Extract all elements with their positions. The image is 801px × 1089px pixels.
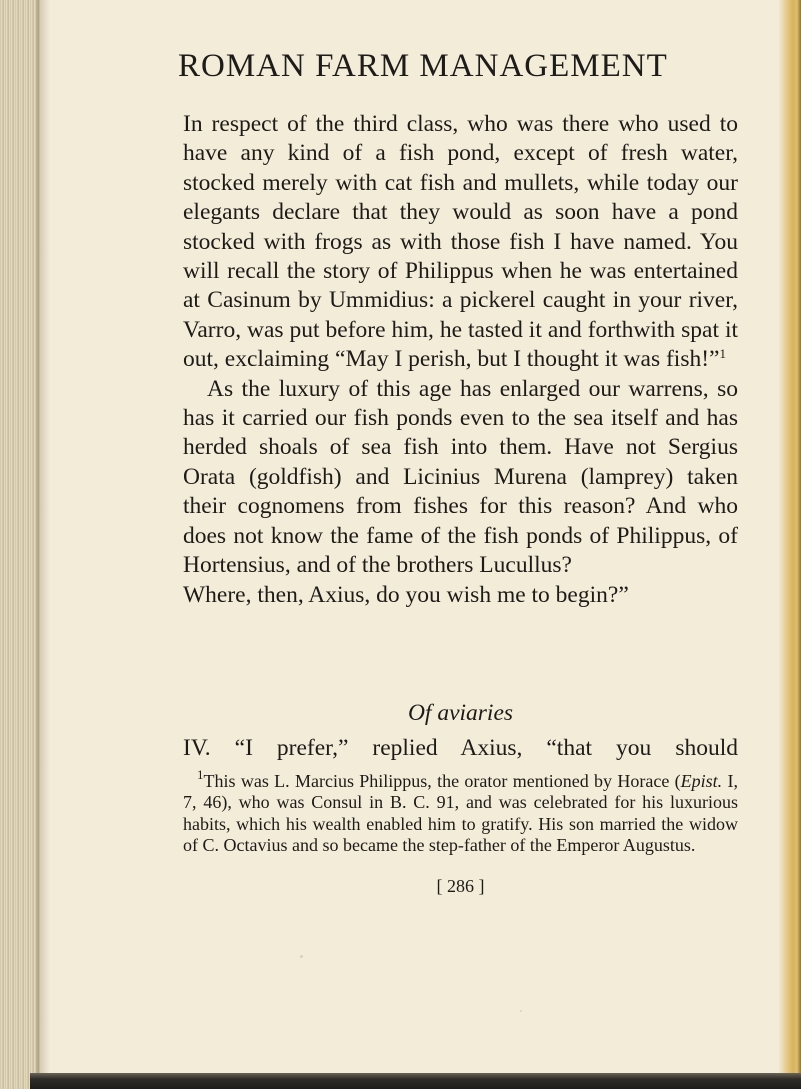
gutter-shadow bbox=[36, 0, 50, 1089]
paper-speck bbox=[520, 1010, 522, 1012]
paragraph-1-text: In respect of the third class, who was there who used to have any kind of a fish pond, except of fresh water, stocked merely with cat fish and mullets, while today our elegants declare that they would as soon have a pond stocked with frogs as with those fish I have named. You will recall the story of Philippus when he was entertained at Casinum by Ummidius: a pickerel caught in your river, Varro, was put before him, he tasted it and forthwith spat it out, exclaiming “May I perish, but I thought it was fish!” bbox=[183, 111, 738, 373]
gilt-page-edge bbox=[779, 0, 801, 1089]
footnote-reference: 1 bbox=[719, 346, 726, 362]
footnote-text-start: This was L. Marcius Philippus, the orator mentioned by Horace ( bbox=[203, 771, 681, 791]
paragraph-1 bbox=[183, 110, 738, 375]
paragraph-2: As the luxury of this age has enlarged our warrens, so has it carried our fish ponds even to the sea itself and has herded shoals of sea fish into them. Have not Sergius Orata (goldfish) and Licinius Murena (lamprey) taken their cognomens from fishes for this reason? And who does not know the fame of the fish ponds of Philippus, of Hortensius, and of the brothers Lucullus? bbox=[183, 375, 738, 579]
footnote-marker: 1 bbox=[197, 767, 204, 782]
footnote-italic-title: Epist. bbox=[680, 771, 723, 791]
bottom-page-edge bbox=[30, 1073, 801, 1089]
section-first-line: IV. “I prefer,” replied Axius, “that you should bbox=[183, 735, 738, 761]
body-text bbox=[183, 110, 738, 610]
paragraph-3: Where, then, Axius, do you wish me to begin?” bbox=[183, 581, 629, 608]
section-heading: Of aviaries bbox=[407, 700, 514, 726]
paper-speck bbox=[300, 955, 303, 958]
page-gutter bbox=[0, 0, 40, 1089]
page-number: [ 286 ] bbox=[436, 876, 485, 896]
running-head: ROMAN FARM MANAGEMENT bbox=[178, 48, 668, 84]
footnote bbox=[183, 767, 738, 856]
footnote-text-end: I, 7, 46), who was Consul in B. C. 91, and was celebrated for his luxurious habits, which his wealth enabled him to gratify. His son married the widow of C. Octavius and so became the step-father of the Emperor Augustus. bbox=[183, 771, 738, 855]
footnote-text bbox=[183, 767, 738, 856]
